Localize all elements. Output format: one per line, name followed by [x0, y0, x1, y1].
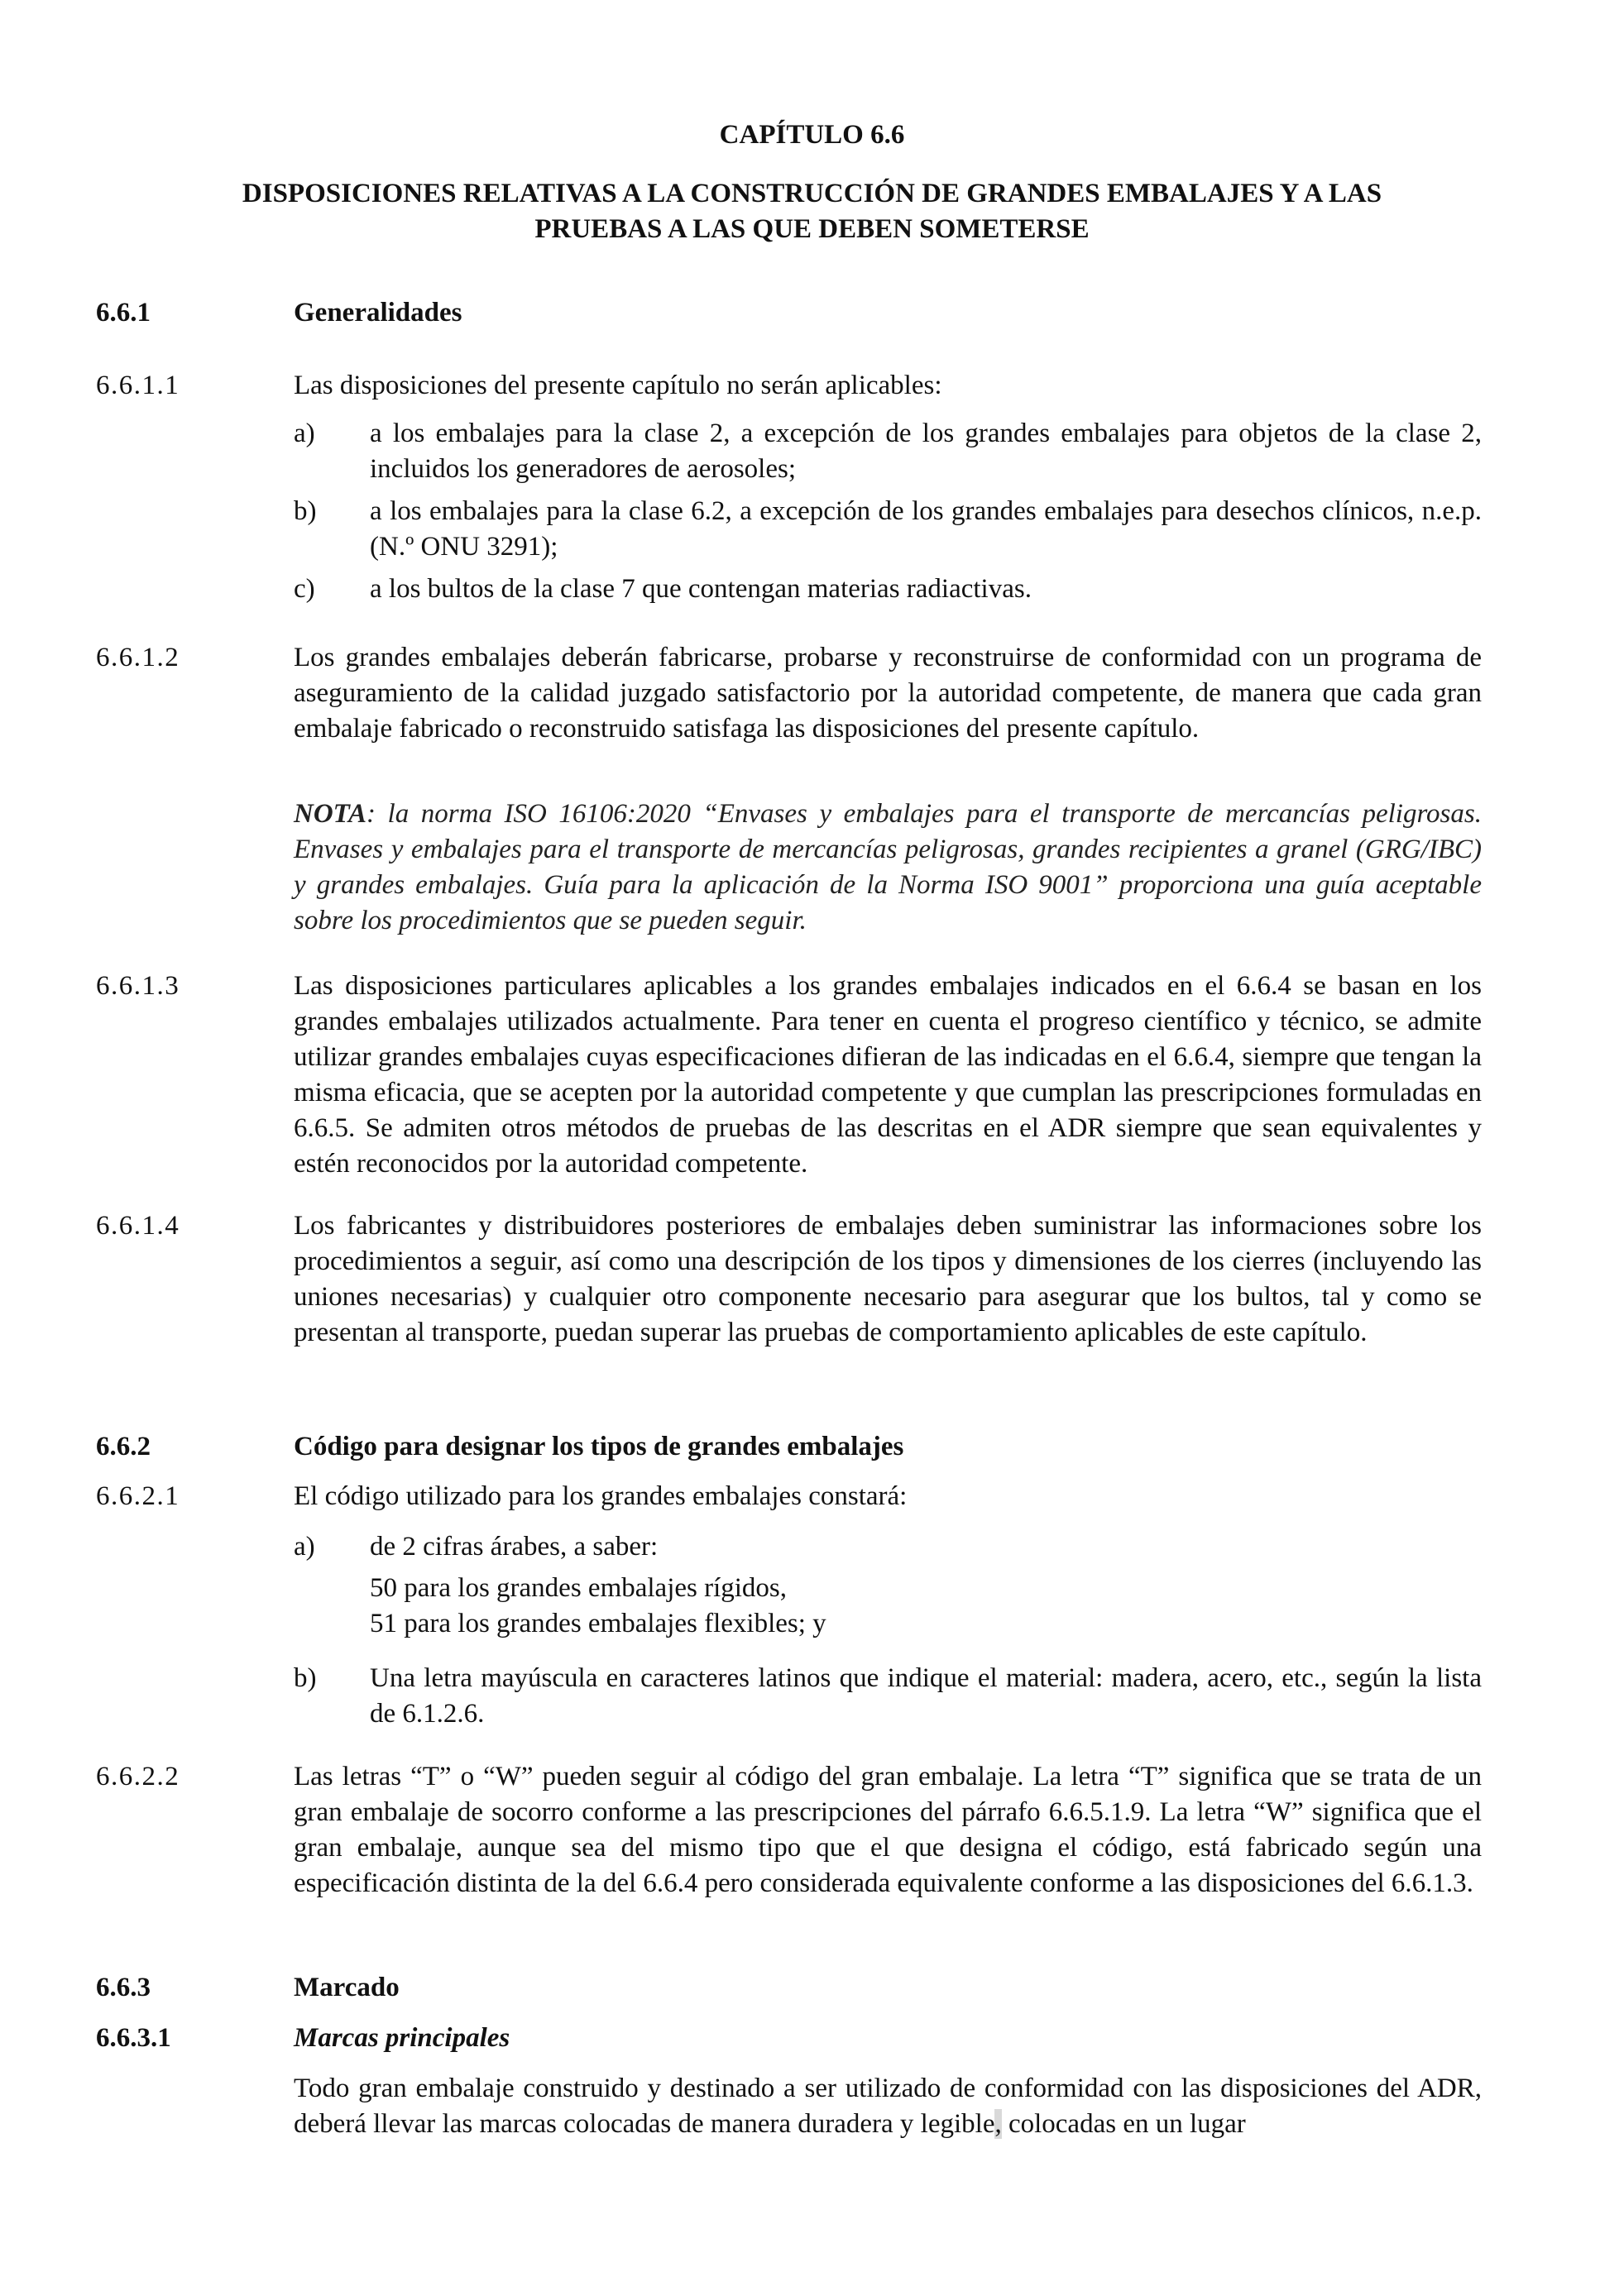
paragraph-number: 6.6.2.1 [96, 1481, 180, 1511]
paragraph-number: 6.6.1.2 [96, 643, 180, 672]
code-line-rigid: 50 para los grandes embalajes rígidos, [370, 1573, 788, 1603]
section-title: Código para designar los tipos de grandes embalajes [294, 1432, 904, 1461]
paragraph-number: 6.6.1.1 [96, 371, 180, 400]
list-item-text: de 2 cifras árabes, a saber: [370, 1532, 659, 1562]
section-number: 6.6.2 [96, 1432, 151, 1461]
list-item-label: a) [294, 1532, 315, 1562]
list-item-label: c) [294, 574, 315, 604]
paragraph-text: Las letras “T” o “W” pueden seguir al código del gran embalaje. La letra “T” significa que se trata de un gran embalaje de socorro conforme a las prescripciones del párrafo 6.6.5.1.9. La letra “W” significa que el gran embalaje, aunque sea del mismo tipo que el que designa el código, está fabricado según una especificación distinta de la del 6.6.4 pero considerada equivalente conforme a las disposiciones del 6.6.1.3. [294, 1762, 1482, 1898]
paragraph-number: 6.6.3.1 [96, 2023, 171, 2053]
list-item-label: b) [294, 1663, 317, 1693]
section-title: Marcado [294, 1973, 400, 2002]
paragraph-text: Las disposiciones particulares aplicables a los grandes embalajes indicados en el 6.6.4 se basan en los grandes embalajes utilizados actualmente. Para tener en cuenta el progreso científico y técnico, se admite utilizar grandes embalajes cuyas especificaciones difieran de las indicadas en el 6.6.4, siempre que tengan la misma eficacia, que se acepten por la autoridad competente y que cumplan las prescripciones formuladas en 6.6.5. Se admiten otros métodos de pruebas de las descritas en el ADR siempre que sean equivalentes y estén reconocidos por la autoridad competente. [294, 971, 1482, 1179]
list-item-text: a los embalajes para la clase 2, a excepción de los grandes embalajes para objetos de la clase 2, incluidos los generadores de aerosoles; [370, 419, 1482, 484]
section-title: Generalidades [294, 298, 462, 328]
paragraph-number: 6.6.2.2 [96, 1762, 180, 1791]
text-segment: colocadas en un lugar [1001, 2109, 1246, 2139]
list-item-text: a los embalajes para la clase 6.2, a excepción de los grandes embalajes para desechos clínicos, n.e.p. (N.º ONU 3291); [370, 496, 1482, 562]
chapter-number: CAPÍTULO 6.6 [719, 120, 905, 150]
list-item-label: b) [294, 496, 317, 526]
paragraph-number: 6.6.1.4 [96, 1211, 180, 1241]
paragraph-text: Los grandes embalajes deberán fabricarse, probarse y reconstruirse de conformidad con un programa de aseguramiento de la calidad juzgado satisfactorio por la autoridad competente, de manera que cada gran embalaje fabricado o reconstruido satisfaga las disposiciones del presente capítulo. [294, 643, 1482, 744]
paragraph-intro: Las disposiciones del presente capítulo no serán aplicables: [294, 371, 942, 400]
paragraph-number: 6.6.1.3 [96, 971, 180, 1001]
chapter-title-line-2: PRUEBAS A LAS QUE DEBEN SOMETERSE [534, 214, 1090, 244]
code-line-flexible: 51 para los grandes embalajes flexibles; y [370, 1609, 826, 1638]
paragraph-text: Los fabricantes y distribuidores posteriores de embalajes deben suministrar las informaciones sobre los procedimientos a seguir, así como una descripción de los tipos y dimensiones de los cierres (incluyendo las uniones necesarias) y cualquier otro componente necesario para asegurar que los bultos, tal y como se presentan al transporte, puedan superar las pruebas de comportamiento aplicables de este capítulo. [294, 1211, 1482, 1347]
text-segment: Todo gran embalaje construido y destinado a ser utilizado de conformidad con las disposiciones del ADR, deberá llevar las marcas colocadas de manera duradera y legible [294, 2074, 1482, 2139]
paragraph-text [294, 2071, 1482, 2142]
list-item-label: a) [294, 419, 315, 448]
note [294, 796, 1482, 939]
highlighted-comma: , [994, 2109, 1002, 2139]
list-item-text: Una letra mayúscula en caracteres latinos que indique el material: madera, acero, etc., según la lista de 6.1.2.6. [370, 1663, 1482, 1729]
chapter-title-line-1: DISPOSICIONES RELATIVAS A LA CONSTRUCCIÓN DE GRANDES EMBALAJES Y A LAS [242, 179, 1382, 208]
note-label: NOTA [294, 799, 367, 829]
paragraph-intro: El código utilizado para los grandes embalajes constará: [294, 1481, 908, 1511]
paragraph-title: Marcas principales [294, 2023, 510, 2053]
note-text: : la norma ISO 16106:2020 “Envases y embalajes para el transporte de mercancías peligrosas. Envases y embalajes para el transporte de mercancías peligrosas, grandes recipientes a granel (GRG/IBC) y grandes embalajes. Guía para la aplicación de la Norma ISO 9001” proporciona una guía aceptable sobre los procedimientos que se pueden seguir. [294, 799, 1482, 935]
section-number: 6.6.1 [96, 298, 151, 328]
list-item-text: a los bultos de la clase 7 que contengan materias radiactivas. [370, 574, 1032, 604]
section-number: 6.6.3 [96, 1973, 151, 2002]
